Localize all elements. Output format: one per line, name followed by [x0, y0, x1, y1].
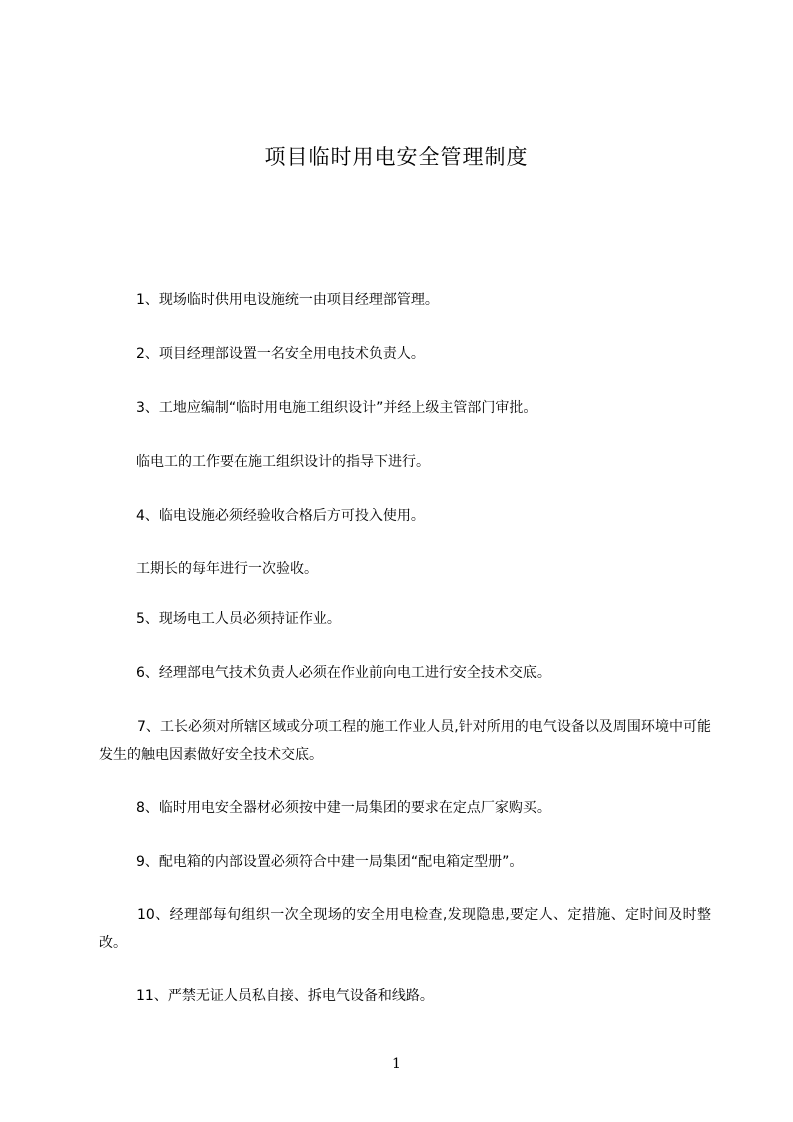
paragraph-2: 2、项目经理部设置一名安全用电技术负责人。 [136, 346, 425, 362]
paragraph-3-continued: 临电工的工作要在施工组织设计的指导下进行。 [136, 454, 430, 470]
paragraph-10: 10、经理部每旬组织一次全现场的安全用电检查,发现隐患,要定人、定措施、定时间及时整改。 [99, 907, 711, 951]
document-title: 项目临时用电安全管理制度 [264, 145, 529, 169]
paragraph-3: 3、工地应编制“临时用电施工组织设计”并经上级主管部门审批。 [136, 400, 538, 416]
paragraph-4: 4、临电设施必须经验收合格后方可投入使用。 [136, 508, 425, 524]
paragraph-4-continued: 工期长的每年进行一次验收。 [136, 561, 318, 577]
paragraph-7: 7、工长必须对所辖区域或分项工程的施工作业人员,针对所用的电气设备以及周围环境中可能发生的触电因素做好安全技术交底。 [99, 719, 711, 763]
paragraph-11: 11、严禁无证人员私自接、拆电气设备和线路。 [136, 988, 434, 1004]
page-number: 1 [392, 1056, 401, 1072]
paragraph-8: 8、临时用电安全器材必须按中建一局集团的要求在定点厂家购买。 [136, 800, 551, 816]
paragraph-5: 5、现场电工人员必须持证作业。 [136, 611, 341, 627]
paragraph-6: 6、经理部电气技术负责人必须在作业前向电工进行安全技术交底。 [136, 665, 551, 681]
paragraph-1: 1、现场临时供用电设施统一由项目经理部管理。 [136, 292, 439, 308]
paragraph-9: 9、配电箱的内部设置必须符合中建一局集团“配电箱定型册”。 [136, 854, 524, 870]
